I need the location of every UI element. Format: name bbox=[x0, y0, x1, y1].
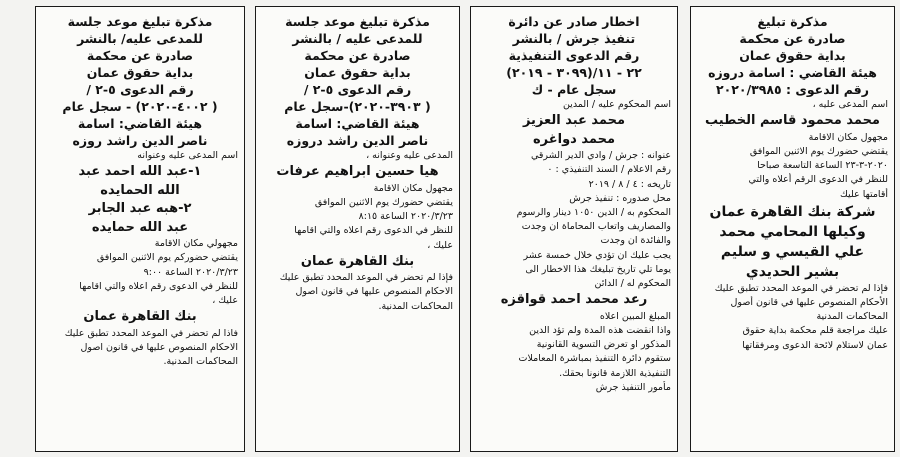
body-line: ٢٠٢٠/٣/٢٣ الساعة ٩:٠٠ bbox=[143, 266, 238, 278]
body-line: يجب عليك ان تؤدي خلال خمسة عشر bbox=[523, 249, 671, 261]
body-line: المدعى عليه وعنوانه ، bbox=[366, 150, 453, 161]
name-line: بشير الحديدي bbox=[745, 263, 840, 280]
body-line: تاريخه : ٤ / ٨ / ٢٠١٩ bbox=[588, 178, 671, 190]
heading-line: مذكرة تبليغ bbox=[757, 14, 828, 29]
heading-line: رقم الدعوى التنفيذية bbox=[508, 48, 640, 63]
body-line: للنظر في الدعوى الرقم أعلاه والتي bbox=[748, 174, 888, 186]
body-line: المحاكمات المدنية. bbox=[163, 356, 238, 368]
heading-line: رقم الدعوى ٥-٢ / bbox=[86, 82, 194, 97]
heading-line: بداية حقوق عمان bbox=[86, 65, 194, 80]
heading-line: للمدعى عليه/ بالنشر bbox=[77, 31, 203, 46]
heading-line: ناصر الدين راشد دروزه bbox=[286, 133, 429, 148]
body-line: أقامتها عليك bbox=[839, 188, 888, 200]
body-line: التنفيذية اللازمة قانونا بحقك. bbox=[559, 367, 671, 379]
body-line: عليك مراجعة قلم محكمة بداية حقوق bbox=[742, 325, 888, 337]
name-line: وكيلها المحامي محمد bbox=[719, 223, 866, 240]
heading-line: بداية حقوق عمان bbox=[739, 48, 846, 63]
body-line: والمصاريف واتعاب المحاماة ان وجدت bbox=[521, 221, 671, 233]
body-line: المحكوم له / الدائن bbox=[594, 278, 671, 290]
body-line: الاحكام المنصوص عليها في قانون اصول bbox=[295, 286, 453, 298]
body-line: المبلغ المبين اعلاه bbox=[599, 310, 671, 322]
name-line: محمد عبد العزيز bbox=[522, 113, 626, 129]
body-line: الاحكام المنصوص عليها في قانون اصول bbox=[80, 341, 238, 353]
name-line: ٢-هبه عبد الجابر bbox=[88, 201, 192, 217]
heading-line: مذكرة تبليغ موعد جلسة bbox=[285, 14, 430, 29]
heading-line: هيئة القاضي: اسامة bbox=[295, 116, 420, 131]
heading-line: ناصر الدين راشد روزه bbox=[72, 133, 208, 148]
heading-line: رقم الدعوى : ٢٠٢٠/٣٩٨٥ bbox=[716, 82, 869, 97]
heading-line: صادرة عن محكمة bbox=[86, 48, 194, 63]
heading-line: ( ٣٩٠٣-٢٠٢٠)-سجل عام bbox=[284, 99, 431, 114]
heading-line: ٢٢ - ١١/(٣٠٩٩ - ٢٠١٩) bbox=[506, 65, 642, 80]
name-line: علي القيسي و سليم bbox=[720, 243, 865, 260]
heading-line: للمدعى عليه / بالنشر bbox=[292, 31, 423, 46]
body-line: فإذا لم تحضر في الموعد المحدد تطبق عليك bbox=[279, 272, 453, 284]
body-line: يقتضي حضورك يوم الاثنين الموافق bbox=[749, 145, 888, 157]
body-line: عليك ، bbox=[427, 239, 453, 251]
body-line: عمان لاستلام لائحة الدعوى ومرفقاتها bbox=[742, 339, 888, 351]
court-notice-1 bbox=[690, 6, 895, 452]
name-line: ١-عبد الله احمد عبد bbox=[78, 164, 202, 180]
body-line: محل صدوره : تنفيذ جرش bbox=[569, 192, 671, 204]
name-line: محمد محمود قاسم الخطيب bbox=[705, 113, 880, 129]
name-line: عبد الله حمايده bbox=[91, 219, 189, 235]
heading-line: تنفيذ جرش / بالنشر bbox=[512, 31, 636, 46]
name-line: هيا حسين ابراهيم عرفات bbox=[276, 164, 439, 180]
heading-line: هيئة القاضي: اسامة bbox=[77, 116, 203, 131]
body-line: اسم المحكوم عليه / المدين bbox=[562, 99, 671, 110]
body-line: اسم المدعى عليه وعنوانه bbox=[137, 150, 238, 161]
body-line: ٢٠٢٠-٣-٢٣ الساعة التاسعة صباحا bbox=[757, 160, 888, 172]
body-line: واذا انقضت هذه المدة ولم تؤد الدين bbox=[529, 324, 671, 336]
heading-line: هيئة القاضي : اسامة دروزه bbox=[708, 65, 877, 80]
heading-line: صادرة عن محكمة bbox=[739, 31, 846, 46]
body-line: اسم المدعى عليه ، bbox=[812, 99, 888, 110]
body-line: يقتضي حضورك يوم الاثنين الموافق bbox=[314, 196, 453, 208]
name-line: شركة بنك القاهرة عمان bbox=[709, 203, 876, 220]
body-line: يوما تلي تاريخ تبليغك هذا الاخطار الى bbox=[525, 263, 671, 275]
body-line: عليك ، bbox=[212, 295, 238, 307]
heading-line: صادرة عن محكمة bbox=[304, 48, 411, 63]
body-line: المذكور او تعرض التسوية القانونية bbox=[536, 339, 671, 351]
court-notice-3 bbox=[255, 6, 460, 452]
body-line: مجهولي مكان الاقامة bbox=[154, 238, 238, 250]
heading-line: بداية حقوق عمان bbox=[304, 65, 411, 80]
body-line: والفائدة ان وجدت bbox=[600, 235, 671, 247]
name-line: محمد دواغره bbox=[532, 131, 616, 147]
heading-line: سجل عام - ك bbox=[531, 82, 617, 97]
body-line: مجهول مكان الاقامة bbox=[808, 131, 888, 143]
name-line: بنك القاهرة عمان bbox=[300, 253, 415, 269]
body-line: المحاكمات المدنية bbox=[816, 311, 888, 323]
body-line: ستقوم دائرة التنفيذ بمباشرة المعاملات bbox=[518, 353, 671, 365]
body-line: عنوانه : جرش / وادي الدير الشرقي bbox=[530, 150, 671, 162]
name-line: رعد محمد احمد قواقزه bbox=[500, 292, 648, 308]
body-line: رقم الاعلام / السند التنفيذي : ٠ bbox=[547, 164, 671, 176]
court-notice-4 bbox=[35, 6, 245, 452]
heading-line: ( ٤٠٠٢-٢٠٢٠) - سجل عام bbox=[62, 99, 218, 114]
body-line: ٢٠٢٠/٣/٢٣ الساعة ٨:١٥ bbox=[358, 211, 453, 223]
body-line: مجهول مكان الاقامة bbox=[373, 182, 453, 194]
body-line: الأحكام المنصوص عليها في قانون أصول bbox=[730, 296, 888, 308]
name-line: بنك القاهرة عمان bbox=[83, 309, 197, 325]
body-line: للنظر في الدعوى رقم اعلاه والتي اقامها bbox=[79, 280, 238, 292]
name-line: الله الحمايده bbox=[100, 182, 180, 198]
heading-line: مذكرة تبليغ موعد جلسة bbox=[67, 14, 213, 29]
body-line: يقتضي حضوركم يوم الاثنين الموافق bbox=[96, 252, 238, 264]
body-line: المحاكمات المدنية. bbox=[378, 300, 453, 312]
body-line: مأمور التنفيذ جرش bbox=[595, 381, 671, 393]
body-line: فإذا لم تحضر في الموعد المحدد تطبق عليك bbox=[714, 282, 888, 294]
execution-notice-2 bbox=[470, 6, 678, 452]
body-line: للنظر في الدعوى رقم اعلاه والتي اقامها bbox=[294, 225, 453, 237]
body-line: فاذا لم تحضر في الموعد المحدد تطبق عليك bbox=[64, 327, 238, 339]
heading-line: اخطار صادر عن دائرة bbox=[508, 14, 640, 29]
body-line: المحكوم به / الدين ١٠٥٠ دينار والرسوم bbox=[516, 207, 671, 219]
heading-line: رقم الدعوى ٥-٢ / bbox=[303, 82, 412, 97]
